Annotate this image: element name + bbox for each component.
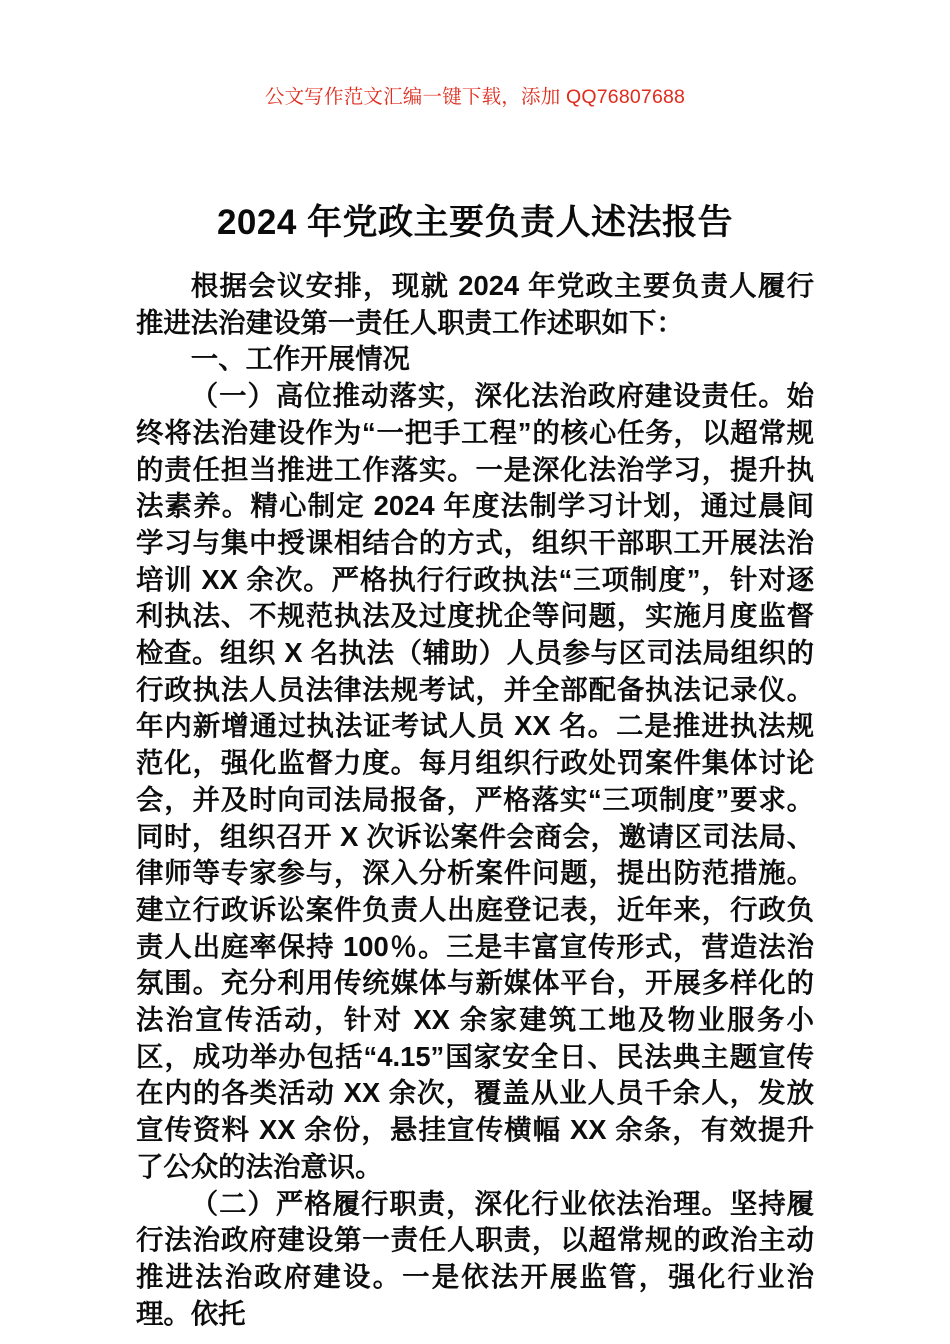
- promotional-banner-text: 公文写作范文汇编一键下载，添加 QQ76807688: [264, 86, 686, 108]
- paragraph-section-1-1: （一）高位推动落实，深化法治政府建设责任。始终将法治建设作为“一把手工程”的核心任务，以超常规的责任担当推进工作落实。一是深化法治学习，提升执法素养。精心制定 2024 年度法制学习计划，通过晨间学习与集中授课相结合的方式，组织干部职工开展法治培训 XX 余次。严格执行行政执法“三项制度”，针对逐利执法、不规范执法及过度扰企等问题，实施月度监督检查。组织 X 名执法（辅助）人员参与区司法局组织的行政执法人员法律法规考试，并全部配备执法记录仪。年内新增通过执法证考试人员 XX 名。二是推进执法规范化，强化监督力度。每月组织行政处罚案件集体讨论会，并及时向司法局报备，严格落实“三项制度”要求。同时，组织召开 X 次诉讼案件会商会，邀请区司法局、律师等专家参与，深入分析案件问题，提出防范措施。建立行政诉讼案件负责人出庭登记表，近年来，行政负责人出庭率保持 100％。三是丰富宣传形式，营造法治氛围。充分利用传统媒体与新媒体平台，开展多样化的法治宣传活动，针对 XX 余家建筑工地及物业服务小区，成功举办包括“4.15”国家安全日、民法典主题宣传在内的各类活动 XX 余次，覆盖从业人员千余人，发放宣传资料 XX 余份，悬挂宣传横幅 XX 余条，有效提升了公众的法治意识。: [136, 380, 814, 1182]
- document-body: [136, 268, 814, 1332]
- paragraph-opening: 根据会议安排，现就 2024 年党政主要负责人履行推进法治建设第一责任人职责工作述职如下：: [136, 270, 814, 338]
- document-title: 2024 年党政主要负责人述法报告: [216, 203, 734, 243]
- paragraph-section-1-2: （二）严格履行职责，深化行业依法治理。坚持履行法治政府建设第一责任人职责，以超常规的政治主动推进法治政府建设。一是依法开展监管，强化行业治理。依托: [136, 1187, 814, 1329]
- paragraph-heading-one: 一、工作开展情况: [190, 343, 410, 375]
